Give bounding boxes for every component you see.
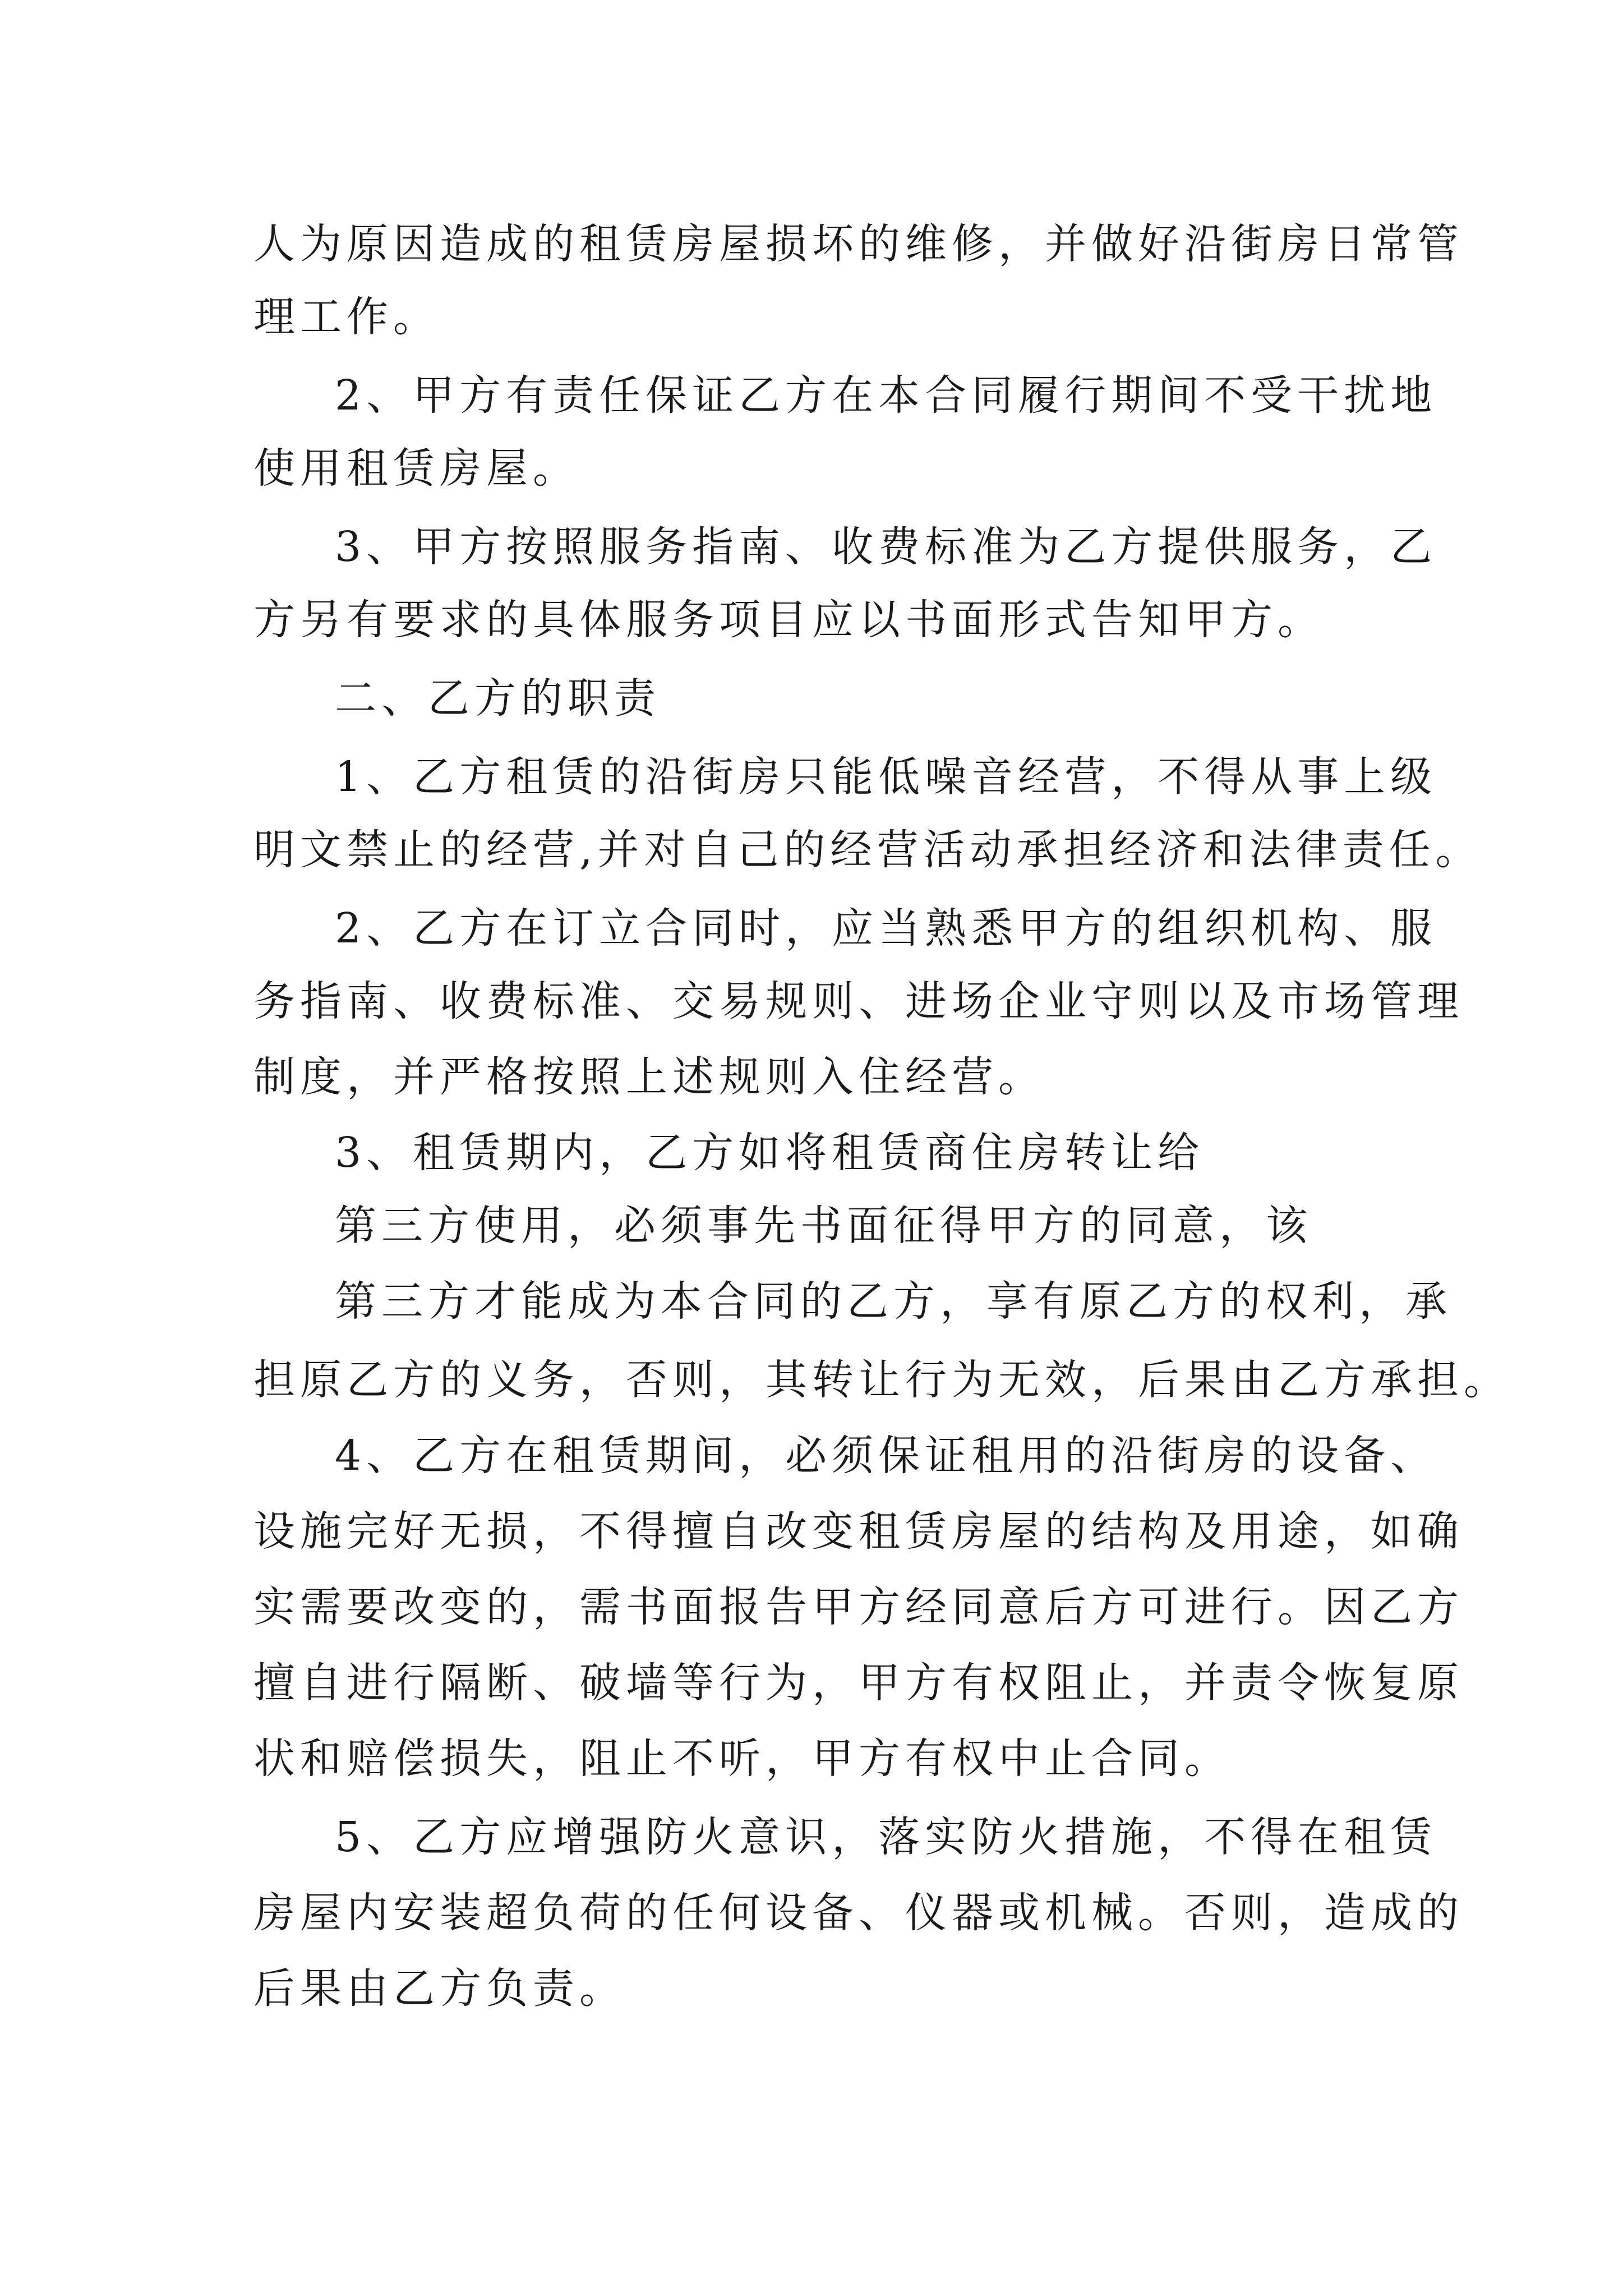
text-line: 5、乙方应增强防火意识，落实防火措施，不得在租赁 <box>335 1813 1437 1861</box>
text-line: 状和赔偿损失，阻止不听，甲方有权中止合同。 <box>253 1734 1231 1783</box>
text-line: 4、乙方在租赁期间，必须保证租用的沿街房的设备、 <box>335 1432 1437 1480</box>
text-line: 3、租赁期内，乙方如将租赁商住房转让给 <box>335 1129 1205 1177</box>
text-line: 人为原因造成的租赁房屋损坏的维修，并做好沿街房日常管 <box>253 220 1464 268</box>
text-line: 制度，并严格按照上述规则入住经营。 <box>253 1053 1045 1101</box>
text-line: 使用租赁房屋。 <box>253 444 579 493</box>
text-line: 方另有要求的具体服务项目应以书面形式告知甲方。 <box>253 596 1324 644</box>
text-line: 后果由乙方负责。 <box>253 1964 626 2013</box>
text-line: 第三方使用，必须事先书面征得甲方的同意，该 <box>335 1202 1312 1250</box>
text-line: 2、甲方有责任保证乙方在本合同履行期间不受干扰地 <box>335 371 1437 420</box>
text-line: 设施完好无损，不得擅自改变租赁房屋的结构及用途，如确 <box>253 1507 1464 1556</box>
text-line: 务指南、收费标准、交易规则、进场企业守则以及市场管理 <box>253 977 1464 1025</box>
text-line: 3、甲方按照服务指南、收费标准为乙方提供服务，乙 <box>335 523 1437 571</box>
text-line: 1、乙方租赁的沿街房只能低噪音经营，不得从事上级 <box>335 753 1437 801</box>
text-line: 擅自进行隔断、破墙等行为，甲方有权阻止，并责令恢复原 <box>253 1659 1464 1707</box>
text-line: 实需要改变的，需书面报告甲方经同意后方可进行。因乙方 <box>253 1583 1464 1631</box>
text-line: 明文禁止的经营,并对自己的经营活动承担经济和法律责任。 <box>253 826 1482 874</box>
text-line: 理工作。 <box>253 293 440 341</box>
section-heading: 二、乙方的职责 <box>335 674 661 723</box>
text-line: 房屋内安装超负荷的任何设备、仪器或机械。否则，造成的 <box>253 1889 1464 1937</box>
text-line: 2、乙方在订立合同时，应当熟悉甲方的组织机构、服 <box>335 904 1437 953</box>
text-line: 第三方才能成为本合同的乙方，享有原乙方的权利，承 <box>335 1277 1452 1326</box>
text-line: 担原乙方的义务，否则，其转让行为无效，后果由乙方承担。 <box>253 1356 1510 1404</box>
